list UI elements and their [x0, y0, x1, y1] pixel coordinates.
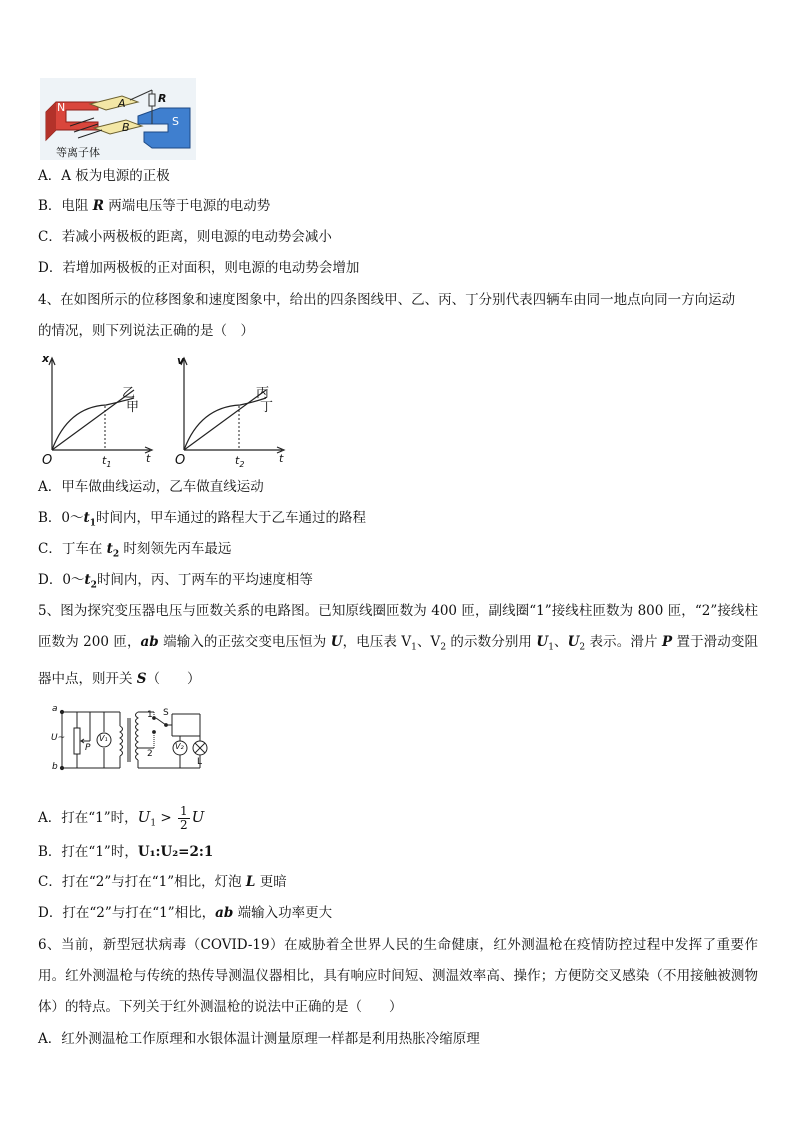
circuit-b: b	[52, 762, 58, 772]
q6-stem: 6、当前，新型冠状病毒（COVID-19）在威胁着全世界人民的生命健康，红外测温枪在疫情防控过程中发挥了重要作用。红外测温枪与传统的热传导测温仪器相比，具有响应时间短、测温效率高、操作；方便防交叉感染（不用接触被测物体）的特点。下列关于红外测温枪的说法中正确的是（ ）	[38, 937, 758, 1015]
circuit-u: U~	[51, 733, 66, 743]
q3-option-c: C．若减小两极板的距离，则电源的电动势会减小	[38, 229, 332, 245]
magnet-n-label: N	[57, 101, 66, 114]
q4-stem-line2: 的情况，则下列说法正确的是（ ）	[38, 323, 254, 339]
q3-option-a: A．A 板为电源的正极	[38, 168, 170, 184]
resistor-r-label: R	[158, 92, 167, 105]
graph1-y-label: x	[42, 352, 50, 365]
graph2-tick: $t_2$	[235, 454, 245, 470]
graph1-x-label: t	[146, 452, 151, 465]
q4-option-d: D．$0\sim t_2$时间内，丙、丁两车的平均速度相等	[38, 572, 313, 591]
circuit-s: S	[163, 708, 169, 718]
transformer-circuit	[48, 704, 208, 776]
graph2-origin: O	[175, 453, 186, 468]
fraction-one-half: $\frac{1}{2}$	[179, 804, 188, 832]
graph1-curve-jia	[52, 398, 134, 450]
q3-option-d: D．若增加两极板的正对面积，则电源的电动势会增加	[38, 260, 360, 276]
x-t-graph	[38, 352, 158, 470]
q5-option-b: B．打在“1”时，U₁:U₂=2:1	[38, 844, 214, 860]
q4-option-b: B．$0\sim t_1$时间内，甲车通过的路程大于乙车通过的路程	[38, 510, 367, 529]
plasma-caption: 等离子体	[56, 146, 100, 159]
graph2-label-ding: 丁	[260, 400, 274, 415]
magnet-s-label: S	[172, 115, 179, 128]
q4-stem-line1: 4、在如图所示的位移图象和速度图象中，给出的四条图线甲、乙、丙、丁分别代表四辆车由同一地点向同一方向运动	[38, 292, 736, 308]
circuit-v1: V₁	[99, 734, 108, 743]
circuit-l: L	[197, 757, 203, 767]
q4-option-c: C．丁车在 $t_2$ 时刻领先丙车最远	[38, 541, 232, 560]
plate-b-label: B	[122, 121, 130, 134]
graph1-origin: O	[42, 453, 53, 468]
circuit-p: P	[85, 743, 91, 753]
graph2-line-bing	[184, 390, 266, 450]
q5-option-a: A．打在“1”时，$U_1$ > $\frac{1}{2}$ U	[38, 804, 205, 832]
q4-option-a: A．甲车做曲线运动，乙车做直线运动	[38, 479, 264, 495]
graph2-y-label: v	[177, 354, 185, 367]
graph2-x-label: t	[279, 452, 284, 465]
q3-option-b: B．电阻 R 两端电压等于电源的电动势	[38, 198, 271, 214]
v-t-graph	[174, 352, 294, 470]
graph1-label-jia: 甲	[126, 400, 140, 415]
graph1-tick: $t_1$	[102, 454, 112, 470]
graph2-curve-ding	[184, 398, 266, 450]
graph1-label-yi: 乙	[122, 386, 136, 401]
plate-a-label: A	[118, 97, 126, 110]
q5-option-c: C．打在“2”与打在“1”相比，灯泡 L 更暗	[38, 874, 287, 890]
circuit-one: 1	[147, 710, 153, 720]
circuit-a: a	[52, 704, 58, 714]
circuit-two: 2	[147, 749, 153, 759]
q6-option-a: A．红外测温枪工作原理和水银体温计测量原理一样都是利用热胀冷缩原理	[38, 1031, 480, 1047]
q5-option-d: D．打在“2”与打在“1”相比，ab 端输入功率更大	[38, 905, 333, 921]
q5-stem: 5、图为探究变压器电压与匝数关系的电路图。已知原线圈匝数为 400 匝，副线圈“1”接线柱匝数为 800 匝，“2”接线柱匝数为 200 匝，ab 端输入的正弦交变电压恒为 U，电压表 $V_1$、$V_2$ 的示数分别用 $U_1$、$U_2$ 表示。滑片 P 置于滑动变阻器中点，则开关 S（ ）	[38, 603, 758, 687]
graph2-label-bing: 丙	[256, 386, 270, 401]
circuit-v2: V₂	[175, 742, 184, 751]
